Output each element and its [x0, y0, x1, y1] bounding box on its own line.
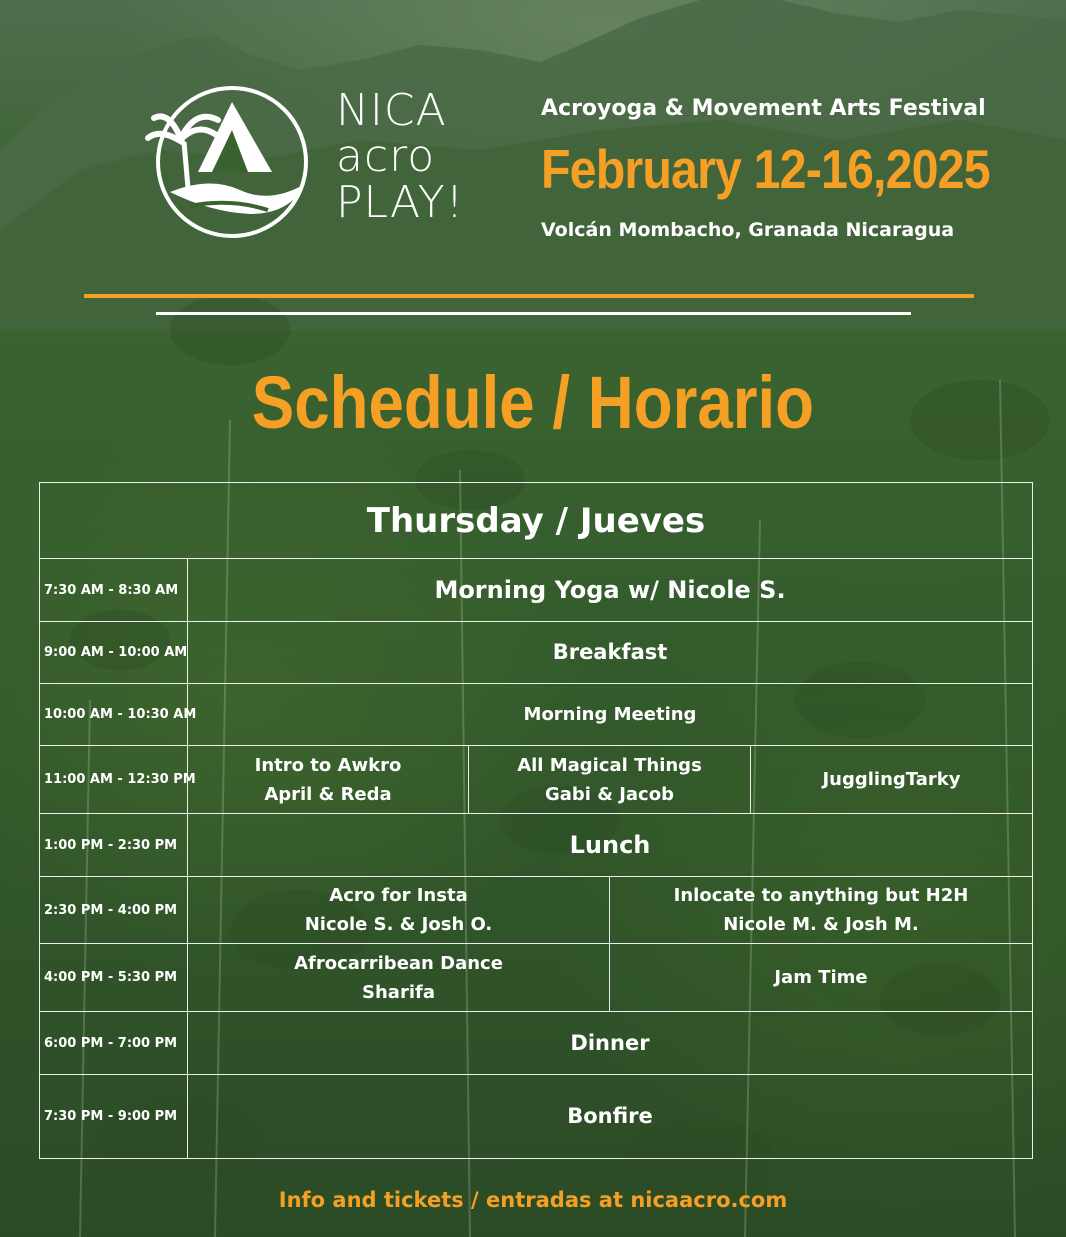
event-title: Morning Yoga w/ Nicole S.: [434, 575, 786, 604]
orange-divider: [84, 294, 974, 298]
event-cell: [188, 1012, 1033, 1075]
event-title: Inlocate to anything but H2H: [673, 885, 969, 906]
event-cell: [188, 814, 1033, 877]
event-title: Intro to Awkro: [254, 754, 402, 776]
brand-line-play: PLAY!: [336, 177, 465, 228]
event-instructors: Gabi & Jacob: [545, 783, 674, 805]
table-row: [40, 1012, 1033, 1075]
time-slot: 7:30 PM - 9:00 PM: [40, 1075, 188, 1159]
table-row: [40, 877, 1033, 944]
day-header-row: [40, 483, 1033, 559]
brand-wordmark: [336, 85, 465, 228]
time-slot: 4:00 PM - 5:30 PM: [40, 944, 188, 1012]
schedule-table: [39, 482, 1033, 1159]
event-cell: [188, 622, 1033, 684]
event-title: Acro for Insta: [329, 885, 468, 906]
schedule-heading: [0, 360, 1066, 445]
event-cell: [610, 877, 1033, 944]
event-instructors: April & Reda: [264, 783, 392, 805]
event-title: JugglingTarky: [822, 769, 961, 790]
event-cell: [188, 559, 1033, 622]
time-slot: 10:00 AM - 10:30 AM: [40, 684, 188, 746]
table-row: [40, 684, 1033, 746]
day-title: Thursday / Jueves: [40, 483, 1033, 559]
event-instructors: Sharifa: [362, 981, 435, 1003]
event-cell: [188, 877, 610, 944]
event-cell: [188, 746, 469, 814]
time-slot: 11:00 AM - 12:30 PM: [40, 746, 188, 814]
table-row: [40, 622, 1033, 684]
white-divider: [156, 312, 911, 315]
event-title: Morning Meeting: [523, 704, 697, 725]
time-slot: 6:00 PM - 7:00 PM: [40, 1012, 188, 1075]
event-cell: [610, 944, 1033, 1012]
time-slot: 2:30 PM - 4:00 PM: [40, 877, 188, 944]
table-row: [40, 814, 1033, 877]
table-row: [40, 746, 1033, 814]
nica-acro-logo: [140, 80, 320, 245]
event-title: Lunch: [569, 830, 651, 859]
table-row: [40, 1075, 1033, 1159]
brand-line-acro: acro: [336, 131, 436, 182]
event-cell: [188, 1075, 1033, 1159]
footer-info: Info and tickets / entradas at nicaacro.com: [278, 1188, 788, 1212]
time-slot: 7:30 AM - 8:30 AM: [40, 559, 188, 622]
event-cell: [469, 746, 751, 814]
event-cell: [751, 746, 1033, 814]
festival-dates: February 12-16,2025: [541, 138, 990, 200]
event-title: Dinner: [570, 1030, 650, 1055]
event-title: Jam Time: [774, 967, 868, 988]
event-instructors: Nicole M. & Josh M.: [723, 914, 919, 935]
event-title: Breakfast: [552, 640, 668, 664]
time-slot: 1:00 PM - 2:30 PM: [40, 814, 188, 877]
event-title: Afrocarribean Dance: [294, 952, 503, 974]
event-title: All Magical Things: [517, 754, 702, 776]
brand-line-nica: NICA: [336, 85, 447, 136]
event-instructors: Nicole S. & Josh O.: [304, 914, 493, 935]
event-cell: [188, 684, 1033, 746]
event-cell: [188, 944, 610, 1012]
festival-location: Volcán Mombacho, Granada Nicaragua: [541, 219, 955, 241]
table-row: [40, 944, 1033, 1012]
time-slot: 9:00 AM - 10:00 AM: [40, 622, 188, 684]
table-row: [40, 559, 1033, 622]
schedule-heading-text: Schedule / Horario: [251, 361, 815, 444]
event-title: Bonfire: [567, 1104, 653, 1128]
festival-subtitle: Acroyoga & Movement Arts Festival: [541, 96, 986, 121]
